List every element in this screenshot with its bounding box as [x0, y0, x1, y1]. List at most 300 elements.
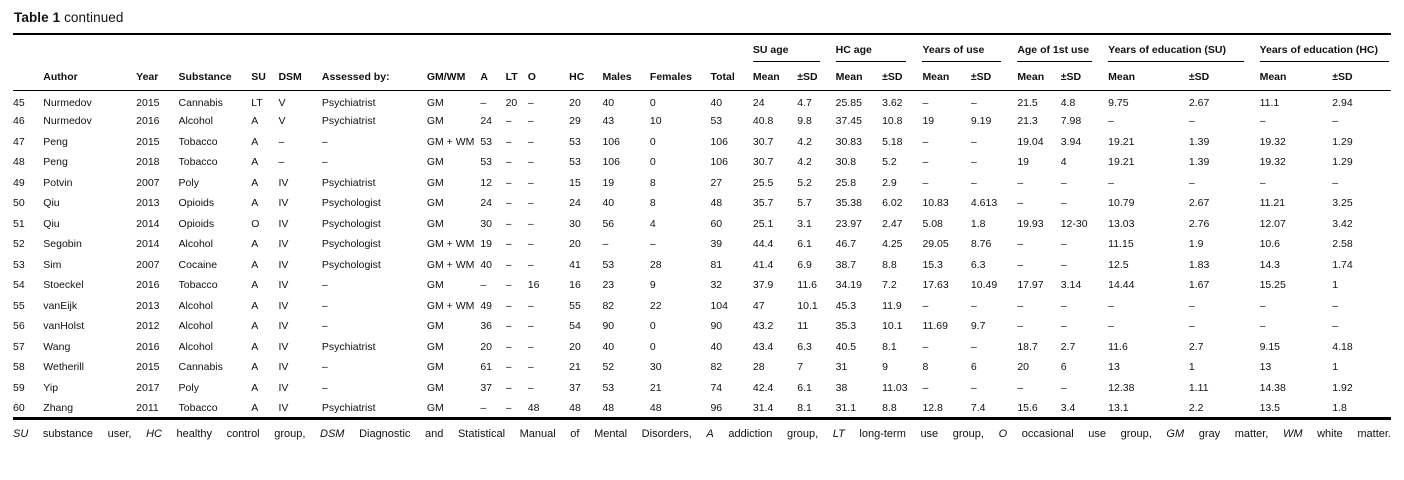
table-cell: 11.69: [922, 320, 948, 333]
table-cell: 13.03: [1108, 217, 1135, 230]
column-header: ±SD: [797, 62, 835, 91]
table-cell: IV: [278, 197, 289, 210]
table-cell: 23: [602, 279, 615, 292]
table-cell: 38: [835, 381, 848, 394]
table-cell: Peng: [43, 156, 68, 169]
table-cell: 0: [649, 340, 656, 353]
table-cell: 29: [569, 115, 581, 128]
table-cell: 45.3: [835, 299, 857, 312]
table-cell: 48: [649, 401, 662, 414]
table-cell: 10.79: [1108, 197, 1135, 210]
table-cell: –: [505, 115, 512, 128]
column-header: Assessed by:: [322, 62, 427, 91]
table-cell: 17.97: [1017, 279, 1044, 292]
table-cell: 37: [480, 381, 493, 394]
table-cell: 60: [710, 217, 723, 230]
table-cell: –: [527, 238, 534, 251]
table-cell: 53: [569, 156, 581, 169]
table-cell: 47: [13, 135, 25, 148]
table-cell: IV: [278, 217, 289, 230]
footnote-abbr: WM: [1282, 428, 1303, 440]
table-cell: 2.7: [1060, 340, 1076, 353]
table-cell: 106: [710, 135, 728, 148]
table-cell: Qiu: [43, 217, 60, 230]
table-cell: Yip: [43, 381, 59, 394]
table-cell: –: [278, 135, 285, 148]
table-row: [13, 316, 1391, 337]
footnote-text: white matter.: [1302, 428, 1391, 440]
table-cell: 2015: [136, 135, 160, 148]
footnote-abbr: GM: [1166, 428, 1185, 440]
table-cell: IV: [278, 381, 289, 394]
table-cell: 1.83: [1188, 258, 1210, 271]
table-cell: –: [922, 299, 929, 312]
table-cell: 0: [649, 96, 656, 109]
group-header: [1017, 34, 1108, 62]
table-cell: 11.6: [1108, 340, 1128, 353]
group-header: [753, 34, 836, 62]
table-cell: 0: [649, 156, 656, 169]
table-cell: 10.1: [882, 320, 903, 333]
table-cell: A: [251, 299, 259, 312]
table-cell: 2.67: [1188, 96, 1210, 109]
table-cell: 5.2: [797, 176, 812, 189]
table-cell: 12.8: [922, 401, 943, 414]
table-cell: 1.29: [1332, 135, 1353, 148]
table-cell: 31.4: [752, 401, 774, 414]
table-cell: –: [1017, 381, 1024, 394]
table-cell: A: [251, 115, 259, 128]
table-cell: 57: [13, 340, 25, 353]
table-cell: A: [251, 156, 259, 169]
table-cell: 48: [527, 401, 540, 414]
table-cell: 14.44: [1108, 279, 1135, 292]
table-cell: 4: [1060, 156, 1067, 169]
table-cell: Alcohol: [178, 115, 213, 128]
table-cell: Alcohol: [178, 238, 213, 251]
table-cell: GM + WM: [426, 299, 475, 312]
table-cell: –: [321, 361, 328, 374]
table-cell: –: [1017, 176, 1024, 189]
table-cell: 10: [649, 115, 662, 128]
column-header: Author: [43, 62, 136, 91]
table-cell: A: [251, 238, 259, 251]
table-cell: 32: [710, 279, 723, 292]
table-cell: 30.7: [752, 135, 774, 148]
table-cell: 53: [602, 381, 615, 394]
table-cell: Alcohol: [178, 320, 213, 333]
table-cell: 4: [649, 217, 656, 230]
footnote-abbr: O: [998, 428, 1008, 440]
table-cell: GM + WM: [426, 258, 475, 271]
table-cell: Cannabis: [178, 361, 223, 374]
table-cell: 10.8: [882, 115, 903, 128]
table-cell: –: [505, 217, 512, 230]
table-cell: Stoeckel: [43, 279, 84, 292]
table-cell: 106: [710, 156, 728, 169]
table-cell: IV: [278, 238, 289, 251]
table-cell: 37.45: [835, 115, 862, 128]
table-cell: 13: [1259, 361, 1272, 374]
table-cell: 18.7: [1017, 340, 1038, 353]
table-cell: 2018: [136, 156, 160, 169]
table-cell: 20: [569, 96, 581, 109]
table-cell: 21.5: [1017, 96, 1038, 109]
table-cell: Psychologist: [321, 197, 381, 210]
column-header: ±SD: [1189, 62, 1260, 91]
table-body: [13, 91, 1391, 419]
table-cell: A: [251, 135, 259, 148]
table-cell: 82: [710, 361, 723, 374]
table-cell: 90: [602, 320, 615, 333]
table-cell: 12.38: [1108, 381, 1135, 394]
table-row: [13, 275, 1391, 296]
table-cell: 37: [569, 381, 581, 394]
table-cell: 4.7: [797, 96, 812, 109]
table-cell: 0: [649, 320, 656, 333]
table-cell: 17.63: [922, 279, 949, 292]
table-cell: –: [1017, 197, 1024, 210]
table-cell: Tobacco: [178, 135, 218, 148]
table-cell: –: [970, 135, 977, 148]
table-cell: –: [527, 258, 534, 271]
group-header-spacer: [13, 34, 753, 62]
column-header: ±SD: [1332, 62, 1391, 91]
table-cell: –: [1188, 299, 1195, 312]
table-cell: –: [505, 361, 512, 374]
table-cell: 10.1: [797, 299, 818, 312]
table-cell: 2013: [136, 197, 160, 210]
table-cell: V: [278, 115, 286, 128]
table-cell: –: [602, 238, 609, 251]
table-cell: 53: [480, 156, 493, 169]
table-cell: 1: [1332, 361, 1339, 374]
table-cell: 2.47: [882, 217, 903, 230]
table-cell: 8.8: [882, 401, 897, 414]
table-cell: –: [922, 135, 929, 148]
table-cell: 19.32: [1259, 156, 1286, 169]
table-cell: IV: [278, 401, 289, 414]
table-cell: 2.67: [1188, 197, 1210, 210]
table-cell: 0: [649, 135, 656, 148]
table-cell: 6.9: [797, 258, 812, 271]
table-cell: Zhang: [43, 401, 74, 414]
table-cell: Poly: [178, 176, 199, 189]
table-cell: –: [1188, 320, 1195, 333]
table-cell: 2017: [136, 381, 160, 394]
column-header-row: [13, 62, 1391, 91]
table-cell: –: [970, 299, 977, 312]
table-cell: GM: [426, 361, 444, 374]
table-row: [13, 234, 1391, 255]
table-cell: 47: [752, 299, 765, 312]
table-cell: 5.7: [797, 197, 812, 210]
table-cell: 1.8: [970, 217, 986, 230]
table-cell: A: [251, 381, 259, 394]
table-cell: 29.05: [922, 238, 949, 251]
table-cell: 2011: [136, 401, 159, 414]
table-cell: 35.38: [835, 197, 862, 210]
column-header: Substance: [179, 62, 252, 91]
table-cell: 5.2: [882, 156, 897, 169]
table-cell: Opioids: [178, 217, 215, 230]
table-cell: 10.6: [1259, 238, 1281, 251]
table-cell: 6.1: [797, 381, 812, 394]
table-cell: 90: [710, 320, 723, 333]
table-cell: 1.67: [1188, 279, 1210, 292]
table-cell: 4.613: [970, 197, 998, 210]
column-header: SU: [251, 62, 278, 91]
table-cell: 40.5: [835, 340, 857, 353]
table-cell: Psychiatrist: [321, 115, 376, 128]
table-cell: 24: [569, 197, 581, 210]
table-cell: 9.8: [797, 115, 812, 128]
table-cell: 20: [569, 238, 581, 251]
column-header: O: [528, 62, 569, 91]
table-cell: 19: [922, 115, 935, 128]
table-cell: –: [321, 135, 328, 148]
group-header-label: HC age: [836, 44, 907, 62]
table-cell: 30: [569, 217, 581, 230]
table-cell: GM: [426, 96, 444, 109]
table-cell: 106: [602, 135, 620, 148]
table-cell: 49: [480, 299, 493, 312]
table-cell: 51: [13, 217, 25, 230]
table-cell: –: [527, 197, 534, 210]
table-cell: 30: [649, 361, 662, 374]
table-cell: 30.83: [835, 135, 862, 148]
column-header: LT: [506, 62, 528, 91]
group-header-label: SU age: [753, 44, 820, 62]
table-cell: 39: [710, 238, 723, 251]
table-cell: 6: [970, 361, 977, 374]
table-cell: –: [922, 381, 929, 394]
table-cell: –: [1017, 320, 1024, 333]
table-cell: 8: [649, 197, 656, 210]
table-row: [13, 255, 1391, 276]
table-cell: –: [1060, 197, 1067, 210]
table-cell: Cannabis: [178, 96, 223, 109]
table-cell: 3.62: [882, 96, 903, 109]
table-cell: 82: [602, 299, 615, 312]
table-cell: 15.25: [1259, 279, 1286, 292]
table-cell: 53: [13, 258, 25, 271]
table-cell: –: [505, 320, 512, 333]
footnote-text: long-term use group,: [844, 428, 999, 440]
table-cell: 6.3: [970, 258, 986, 271]
table-header: [13, 34, 1391, 91]
footnote-text: addiction group,: [713, 428, 833, 440]
group-header: [1108, 34, 1259, 62]
table-cell: IV: [278, 176, 289, 189]
table-cell: 56: [602, 217, 615, 230]
footnote-text: gray matter,: [1184, 428, 1283, 440]
table-cell: 19: [480, 238, 493, 251]
column-header: DSM: [278, 62, 321, 91]
table-cell: GM: [426, 320, 444, 333]
table-cell: 23.97: [835, 217, 862, 230]
table-cell: –: [1108, 320, 1114, 333]
table-cell: Qiu: [43, 197, 60, 210]
table-cell: IV: [278, 361, 289, 374]
table-cell: A: [251, 340, 259, 353]
table-cell: 7: [797, 361, 804, 374]
table-cell: 6.3: [797, 340, 812, 353]
table-cell: 8: [922, 361, 929, 374]
table-cell: A: [251, 279, 259, 292]
table-cell: –: [527, 299, 534, 312]
table-row: [13, 152, 1391, 173]
table-cell: –: [970, 176, 977, 189]
table-cell: –: [321, 299, 328, 312]
table-cell: 8: [649, 176, 656, 189]
table-cell: 46.7: [835, 238, 857, 251]
column-header: GM/WM: [427, 62, 481, 91]
table-cell: A: [251, 176, 259, 189]
table-cell: 2016: [136, 340, 160, 353]
table-cell: 1: [1332, 279, 1339, 292]
table-cell: 3.94: [1060, 135, 1082, 148]
table-cell: vanHolst: [43, 320, 85, 333]
table-cell: 53: [602, 258, 615, 271]
table-cell: GM: [426, 340, 444, 353]
table-cell: 12.5: [1108, 258, 1129, 271]
table-cell: –: [505, 197, 512, 210]
table-cell: 31.1: [835, 401, 857, 414]
table-cell: Peng: [43, 135, 68, 148]
column-header: Males: [602, 62, 649, 91]
table-row: [13, 378, 1391, 399]
table-cell: –: [505, 381, 512, 394]
table-cell: GM: [426, 156, 444, 169]
table-cell: –: [922, 340, 929, 353]
table-cell: 2015: [136, 361, 160, 374]
table-cell: 40: [710, 340, 723, 353]
table-cell: –: [505, 279, 512, 292]
table-cell: 44.4: [752, 238, 774, 251]
table-cell: 60: [13, 401, 25, 414]
table-cell: 28: [752, 361, 765, 374]
table-cell: 3.1: [797, 217, 812, 230]
table-cell: 41: [569, 258, 581, 271]
table-cell: –: [1060, 176, 1067, 189]
group-header-label: Years of education (HC): [1260, 44, 1389, 62]
table-cell: A: [251, 197, 259, 210]
table-cell: 2.9: [882, 176, 897, 189]
table-cell: 19.21: [1108, 156, 1135, 169]
table-cell: 1.39: [1188, 135, 1210, 148]
table-cell: 8.1: [882, 340, 897, 353]
table-cell: A: [251, 361, 259, 374]
table-cell: 40.8: [752, 115, 774, 128]
table-cell: –: [527, 96, 534, 109]
table-title-continued: continued: [60, 10, 124, 25]
table-cell: 36: [480, 320, 493, 333]
table-cell: 4.8: [1060, 96, 1076, 109]
column-header: ±SD: [971, 62, 1017, 91]
table-cell: 19.21: [1108, 135, 1135, 148]
footnote-text: occasional use group,: [1007, 428, 1167, 440]
table-cell: 7.2: [882, 279, 897, 292]
table-cell: –: [1188, 176, 1195, 189]
table-cell: 9: [649, 279, 656, 292]
table-cell: Opioids: [178, 197, 215, 210]
table-cell: GM: [426, 217, 444, 230]
table-cell: 59: [13, 381, 25, 394]
table-cell: 35.7: [752, 197, 774, 210]
table-cell: 25.85: [835, 96, 862, 109]
table-cell: 8.76: [970, 238, 992, 251]
table-cell: IV: [278, 299, 289, 312]
table-cell: 43.4: [752, 340, 774, 353]
column-header: A: [480, 62, 505, 91]
table-cell: 48: [13, 156, 25, 169]
table-row: [13, 296, 1391, 317]
table-cell: GM: [426, 115, 444, 128]
table-cell: –: [1332, 115, 1339, 128]
table-cell: –: [321, 156, 328, 169]
table-cell: 34.19: [835, 279, 862, 292]
table-cell: –: [922, 96, 929, 109]
table-cell: 1.74: [1332, 258, 1353, 271]
column-header: Mean: [836, 62, 882, 91]
table-cell: 58: [13, 361, 25, 374]
table-cell: 2.2: [1188, 401, 1204, 414]
table-cell: –: [1060, 258, 1067, 271]
table-cell: IV: [278, 279, 289, 292]
table-cell: –: [1259, 299, 1266, 312]
table-cell: 104: [710, 299, 728, 312]
table-cell: 55: [569, 299, 581, 312]
table-cell: A: [251, 320, 259, 333]
table-cell: 52: [13, 238, 25, 251]
table-cell: 15.6: [1017, 401, 1038, 414]
table-cell: A: [251, 258, 259, 271]
table-cell: GM + WM: [426, 238, 475, 251]
table-cell: 1: [1188, 361, 1195, 374]
table-cell: Wetherill: [43, 361, 84, 374]
table-cell: 19.04: [1017, 135, 1044, 148]
column-header: Total: [710, 62, 752, 91]
table-cell: 24: [480, 115, 493, 128]
table-cell: 81: [710, 258, 723, 271]
table-cell: Potvin: [43, 176, 73, 189]
table-cell: –: [321, 320, 328, 333]
table-cell: Wang: [43, 340, 71, 353]
table-row: [13, 337, 1391, 358]
group-header-row: [13, 34, 1391, 62]
table-cell: IV: [278, 320, 289, 333]
table-cell: A: [251, 401, 259, 414]
table-cell: 24: [752, 96, 765, 109]
table-cell: –: [1259, 320, 1266, 333]
column-header: Mean: [922, 62, 970, 91]
table-cell: vanEijk: [43, 299, 78, 312]
table-cell: 11.1: [1259, 96, 1280, 109]
table-cell: 53: [710, 115, 723, 128]
table-cell: Tobacco: [178, 156, 218, 169]
table-cell: 6.1: [797, 238, 812, 251]
table-cell: Psychiatrist: [321, 401, 376, 414]
table-cell: –: [970, 340, 977, 353]
column-header: [13, 62, 43, 91]
table-cell: –: [527, 176, 534, 189]
table-cell: 2007: [136, 176, 160, 189]
table-cell: 12.07: [1259, 217, 1286, 230]
table-cell: 40: [602, 96, 615, 109]
table-cell: 15: [569, 176, 581, 189]
table-cell: 43: [602, 115, 615, 128]
